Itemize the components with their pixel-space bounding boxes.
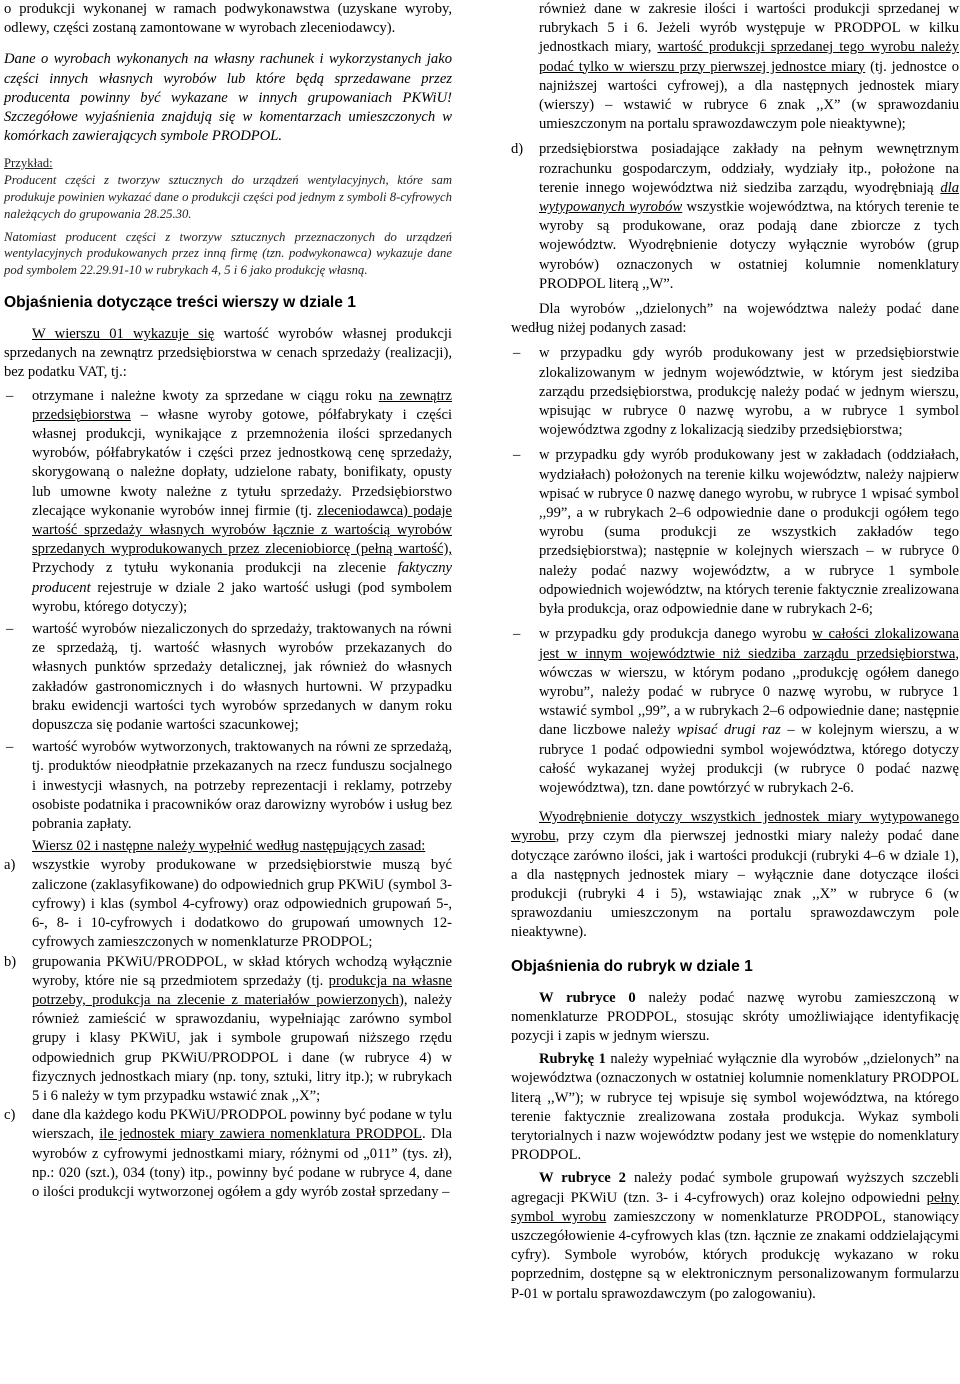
row01-paragraph: W wierszu 01 wykazuje się wartość wyrobów własnej produkcji sprzedanych na zewnątrz przedsiębiorstwa w cenach sprzedaży (realizacji), bez podatku VAT, tj.: [4, 326, 452, 381]
list-item: – w przypadku gdy wyrób produkowany jest w przedsiębiorstwie zlokalizowanym w jednym województwie, w którym jest siedziba zarządu przedsiębiorstwa, produkcję należy podać w jednym wierszu, wpisując w rubryce 0 nazwę wyrobu, a w rubryce 1 symbol województwa zgodny z lokalizacją siedziby przedsiębiorstwa; [513, 345, 959, 439]
section-heading-rows: Objaśnienia dotyczące treści wierszy w dziale 1 [4, 294, 356, 311]
intro-paragraph: o produkcji wykonanej w ramach podwykonawstwa (uzyskane wyroby, odlewy, części zostaną zamontowane w wyrobach zleceniodawcy). [4, 1, 452, 37]
example-block [4, 155, 452, 279]
row01-lead: W wierszu 01 wykazuje się [32, 326, 215, 342]
list-item: a) wszystkie wyroby produkowane w przedsiębiorstwie muszą być zaliczone (zaklasyfikowane) do odpowiednich grup PKWiU (symbol 3-cyfrowy) i klas (symbol 4-cyfrowy) oraz odpowiednich grupowań 5-, 6-, 8- i 10-cyfrowych i dodatkowo do grupowań umownych 12-cyfrowych zamieszczonych w nomenklaturze PRODPOL; [4, 857, 452, 951]
rubric0-paragraph: W rubryce 0 należy podać nazwę wyrobu zamieszczoną w nomenklaturze PRODPOL, stosując skróty umożliwiające identyfikację pozycji i zapis w jednym wierszu. [511, 989, 959, 1044]
list-item: – w przypadku gdy produkcja danego wyrobu w całości zlokalizowana jest w innym województwie niż siedziba zarządu przedsiębiorstwa, wówczas w wierszu, w którym podano ,,produkcję ogółem danego wyrobu”, należy podać w rubryce 0 nazwę wyrobu, w rubryce 1 wstawić symbol ,,99”, a w rubrykach 2–6 odpowiednie dane; następnie dane liczbowe należy wpisać drugi raz – w kolejnym wierszu, a w rubryce 1 podać odpowiedni symbol województwa, którego dotyczy całość wykazanej wyżej produkcji (w rubryce 0 podać nazwę województwa), tzn. dane powtórzyć w rubrykach 2-6. [513, 626, 960, 796]
list-item: – w przypadku gdy wyrób produkowany jest w zakładach (oddziałach, wydziałach) położonych na terenie kilku województw, należy najpierw wpisać w rubryce 0 nazwę danego wyrobu, w rubryce 1 wpisać symbol ,,99”, a w rubrykach 2–6 odpowiednie dane o produkcji ogółem tego wyrobu (suma produkcji ze wszystkich zakładów tego przedsiębiorstwa); następnie w kolejnych wierszach – w rubryce 0 należy podać nazwy województw, a w rubryce 1 symbole odpowiednich województw, na których terenie faktycznie zrealizowana była produkcja, oraz odpowiednie dane w rubrykach 2-6; [513, 447, 959, 618]
list-item: d) przedsiębiorstwa posiadające zakłady na pełnym wewnętrznym rozrachunku gospodarczym, oddziały, wydziały itp., położone na terenie innego województwa niż siedziba zarządu, wyodrębniają dla wytypowanych wyrobów wszystkie województwa, na których terenie te wyroby są produkowane, oraz podają dane zbiorcze z tych województw. Wyodrębnienie dotyczy wyłącznie wyrobów (grup wyrobów) oznaczonych w ostatniej kolumnie nomenklatury PRODPOL literą ,,W”. [511, 141, 959, 292]
dash-bullet: – [513, 447, 521, 464]
note-paragraph: Dane o wyrobach wykonanych na własny rachunek i wykorzystanych jako części innych własnych wyrobów lub które będą sprzedawane przez producenta powinny być wykazane w innych grupowaniach PKWiU! Szczegółowe wyjaśnienia znajdują się w komentarzach umieszczonych w komórkach zawierających symbole PRODPOL. [4, 51, 452, 145]
list-item: c) dane dla każdego kodu PKWiU/PRODPOL powinny być podane w tylu wierszach, ile jednostek miary zawiera nomenklatura PRODPOL. Dla wyrobów z cyfrowymi jednostkami miary, różnymi od „011” (tys. zł), np.: 020 (szt.), 034 (tony) itp., powinny być podane w rubryce 4, dane o ilości produkcji wytworzonej ogółem a gdy wyrób został sprzedany – [4, 1107, 453, 1200]
right-column [511, 0, 959, 1304]
example-text-1: Producent części z tworzyw sztucznych do urządzeń wentylacyjnych, które sam produkuje powinien wykazać dane o produkcji części pod jednym z symboli 8-cyfrowych należących do grupowania 28.25.30. [4, 173, 452, 221]
dash-bullet: – [6, 387, 14, 404]
list-item: b) grupowania PKWiU/PRODPOL, w skład których wchodzą wyłącznie wyroby, które nie są przedmiotem sprzedaży (tj. produkcja na własne potrzeby, produkcja na zlecenie z materiałów powierzonych), należy również zamieścić w sprawozdaniu, wypełniając zarówno symbol grupy i klasy PKWiU, jak i symbole grupowań niższego rzędu odpowiednich grup PKWiU/PRODPOL i dane (w rubryce 4) w fizycznych jednostkach miary (np. tony, sztuki, litry itp.); w rubrykach 5 i 6 należy w tym przypadku wstawić znak ,,X”; [4, 953, 453, 1104]
left-column [4, 0, 452, 1202]
section-heading-columns: Objaśnienia do rubryk w dziale 1 [511, 957, 753, 975]
list-item: – wartość wyrobów wytworzonych, traktowanych na równi ze sprzedażą, tj. produktów nieodpłatnie przekazanych na rzecz funduszu socjalnego i inwestycji własnych, na potrzeby reprezentacji i reklamy, potrzeby osobiste podatnika i pracowników oraz darowizny wyrobów i usług bez pobrania zapłaty. [6, 739, 452, 833]
dash-bullet: – [513, 345, 521, 362]
example-label: Przykład: [4, 156, 53, 171]
list-item-continued: również dane w zakresie ilości i wartości produkcji sprzedanej w rubrykach 5 i 6. Jeżeli wyrób występuje w PRODPOL w kilku jednostkach miary, wartość produkcji sprzedanej tego wyrobu należy podać tylko w wierszu przy pierwszej jednostce miary (tj. jednostce o najniższej wartości cyfrowej), a dla następnych jednostek miary (wierszy) – wstawić w rubryce 6 znak ,,X” (w sprawozdaniu umieszczonym na portalu sprawozdawczym pole nieaktywne); [539, 1, 959, 133]
dash-bullet: – [513, 626, 521, 643]
rubric1-paragraph: Rubrykę 1 należy wypełniać wyłącznie dla wyrobów ,,dzielonych” na województwa (oznaczonych w ostatniej kolumnie nomenklatury PRODPOL literą ,,W”); w rubryce tej wpisuje się symbol województwa, na którego terenie faktycznie zrealizowana została produkcja. Wykaz symboli terytorialnych i nazw województw podany jest we wstępie do nomenklatury PRODPOL. [511, 1051, 959, 1164]
list-item: – wartość wyrobów niezaliczonych do sprzedaży, traktowanych na równi ze sprzedażą, tj. wartość własnych wyrobów przekazanych do własnych punktów sprzedaży detalicznej, jak również do własnych zakładów gastronomicznych i do własnych hurtowni. W przypadku braku ewidencji wartości tych wyrobów sprzedanych w danym roku dopuszcza się podanie wartości szacunkowej; [6, 621, 452, 734]
dash-bullet: – [6, 621, 14, 638]
regional-paragraph: Dla wyrobów ,,dzielonych” na województwa należy podać dane według niżej podanych zasad: [511, 301, 959, 337]
rubric2-paragraph: W rubryce 2 należy podać symbole grupowań wyższych szczebli agregacji PKWiU (tzn. 3- i 4-cyfrowych) oraz kolejno odpowiedni pełny symbol wyrobu zamieszczony w nomenklaturze PRODPOL, stanowiący uszczegółowienie 4-cyfrowych klas (tzn. łącznie ze znakami oddzielającymi cyfry). Symbole wyrobów, których produkcję wykazano w roku poprzednim, dostępne są w elektronicznym personalizowanym formularzu P-01 w portalu sprawozdawczym (po zalogowaniu). [511, 1170, 959, 1302]
separation-paragraph: Wyodrębnienie dotyczy wszystkich jednostek miary wytypowanego wyrobu, przy czym dla pierwszej jednostki miary należy podać dane dotyczące zarówno ilości, jak i wartości produkcji (rubryki 4–6 w dziale 1), a dla następnych jednostek miary – wyłącznie dane dotyczące ilości produkcji (rubryki 4 i 5), wstawiając znak ,,X” w rubryce 6 (w sprawozdaniu umieszczonym na portalu sprawozdawczym pole nieaktywne). [511, 809, 959, 941]
example-text-2: Natomiast producent części z tworzyw sztucznych przeznaczonych do urządzeń wentylacyjnych produkowanych przez inną firmę (tzn. podwykonawca) wykazuje dane pod symbolem 22.29.91-10 w rubrykach 4, 5 i 6 jako produkcję własną. [4, 229, 452, 278]
dash-bullet: – [6, 739, 14, 756]
row02-paragraph: Wiersz 02 i następne należy wypełnić według następujących zasad: [32, 838, 426, 855]
list-item: – otrzymane i należne kwoty za sprzedane w ciągu roku na zewnątrz przedsiębiorstwa – własne wyroby gotowe, półfabrykaty i części własnej produkcji, wynikające z przemnożenia ilości sprzedanych wyrobów, półfabrykatów i części przez jednostkową cenę sprzedaży, skorygowaną o należne dopłaty, udzielone rabaty, bonifikaty, opusty lub umowne kwoty należne z tytułu sprzedaży. Przedsiębiorstwo zlecające wykonanie wyrobów innej firmie (tj. zleceniodawca) podaje wartość sprzedaży własnych wyrobów łącznie z wartością wyrobów sprzedanych wyprodukowanych przez zleceniobiorcę (pełną wartość), Przychody z tytułu wykonania produkcji na zlecenie faktyczny producent rejestruje w dziale 2 jako wartość usługi (pod symbolem wyrobu, którego dotyczy); [6, 387, 452, 615]
